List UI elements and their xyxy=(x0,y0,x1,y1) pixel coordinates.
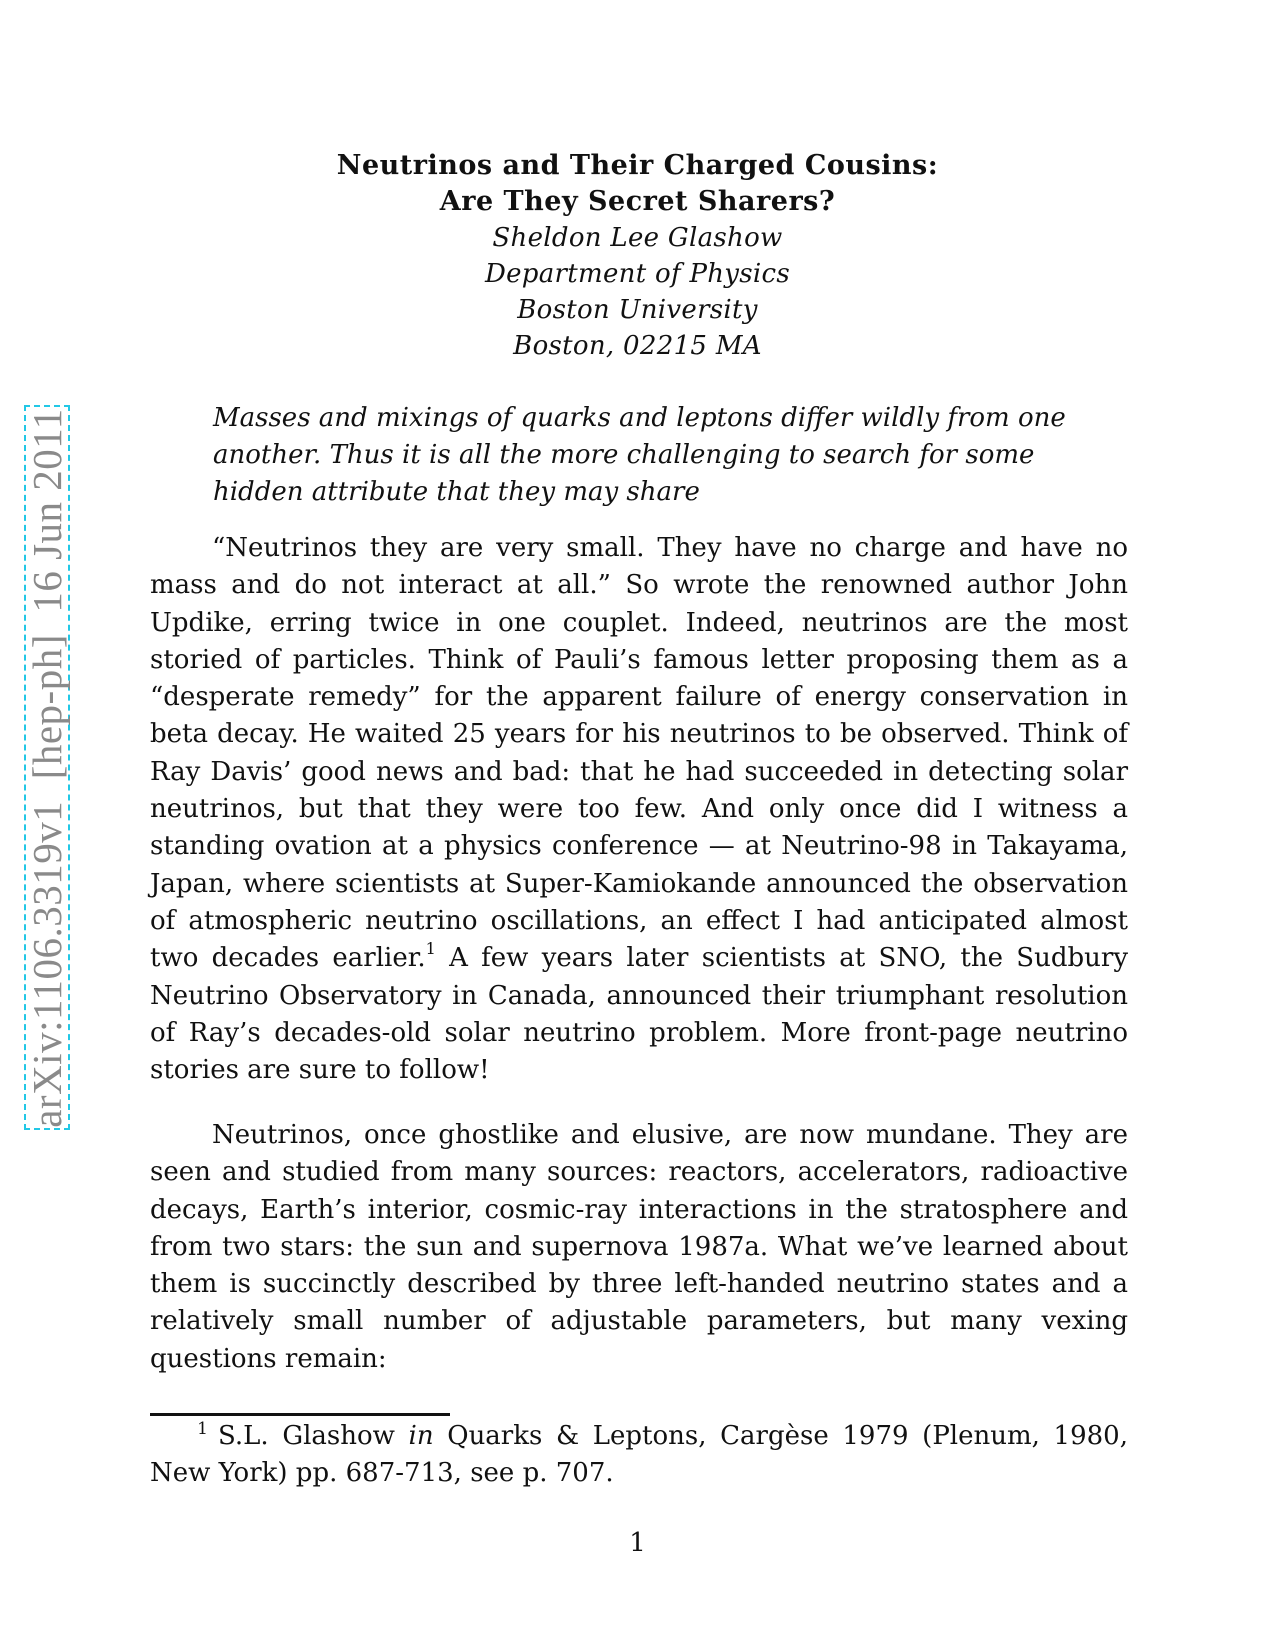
abstract: Masses and mixings of quarks and leptons differ wildly from one another. Thus it is all the more challenging to search for some hidden attribute that they may share xyxy=(213,403,1066,507)
footnote-text-b: Quarks & Leptons, Cargèse 1979 (Plenum, 1980, New York) pp. 687-713, see p. 707. xyxy=(150,1421,1128,1488)
author-name: Sheldon Lee Glashow xyxy=(492,223,783,253)
footnote-rule xyxy=(150,1413,450,1416)
footnote-text-in: in xyxy=(408,1421,434,1451)
page-number: 1 xyxy=(629,1528,646,1558)
paper-title-line-2: Are They Secret Sharers? xyxy=(439,186,836,217)
body-paragraph-1 xyxy=(150,530,1128,1089)
title-block xyxy=(0,148,1275,364)
arxiv-stamp xyxy=(24,405,70,1130)
paragraph-2-text: Neutrinos, once ghostlike and elusive, are now mundane. They are seen and studied from many sources: reactors, accelerators, radioactive decays, Earth’s interior, cosmic-ray interactions in the stratosphere and from two stars: the sun and supernova 1987a. What we’ve learned about them is succinctly described by three left-handed neutrino states and a relatively small number of adjustable parameters, but many vexing questions remain: xyxy=(150,1120,1128,1374)
paragraph-1-text-b: A few years later scientists at SNO, the Sudbury Neutrino Observatory in Canada, announced their triumphant resolution of Ray’s decades-old solar neutrino problem. More front-page neutrino stories are sure to follow! xyxy=(150,943,1129,1086)
body-paragraph-2 xyxy=(150,1117,1128,1378)
paragraph-1-text-a: “Neutrinos they are very small. They have no charge and have no mass and do not interact at all.” So wrote the renowned author John Updike, erring twice in one couplet. Indeed, neutrinos are the most storied of particles. Think of Pauli’s famous letter proposing them as a “desperate remedy” for the apparent failure of energy conservation in beta decay. He waited 25 years for his neutrinos to be observed. Think of Ray Davis’ good news and bad: that he had succeeded in detecting solar neutrinos, but that they were too few. And only once did I witness a standing ovation at a physics conference — at Neutrino-98 in Takayama, Japan, where scientists at Super-Kamiokande announced the observation of atmospheric neutrino oscillations, an effect I had anticipated almost two decades earlier. xyxy=(150,533,1128,974)
footnote-mark: 1 xyxy=(425,939,436,959)
paper-title-line-1: Neutrinos and Their Charged Cousins: xyxy=(336,150,939,181)
author-address: Boston, 02215 MA xyxy=(513,331,762,361)
footnote: 1 S.L. Glashow in Quarks & Leptons, Cargèse 1979 (Plenum, 1980, New York) pp. 687-713, see p. 707. xyxy=(150,1419,1128,1488)
author-university: Boston University xyxy=(517,295,758,325)
arxiv-identifier: arXiv:1106.3319v1 [hep-ph] 16 Jun 2011 xyxy=(24,407,70,1128)
footnote-text-a: S.L. Glashow xyxy=(218,1421,409,1451)
author-department: Department of Physics xyxy=(484,259,791,289)
